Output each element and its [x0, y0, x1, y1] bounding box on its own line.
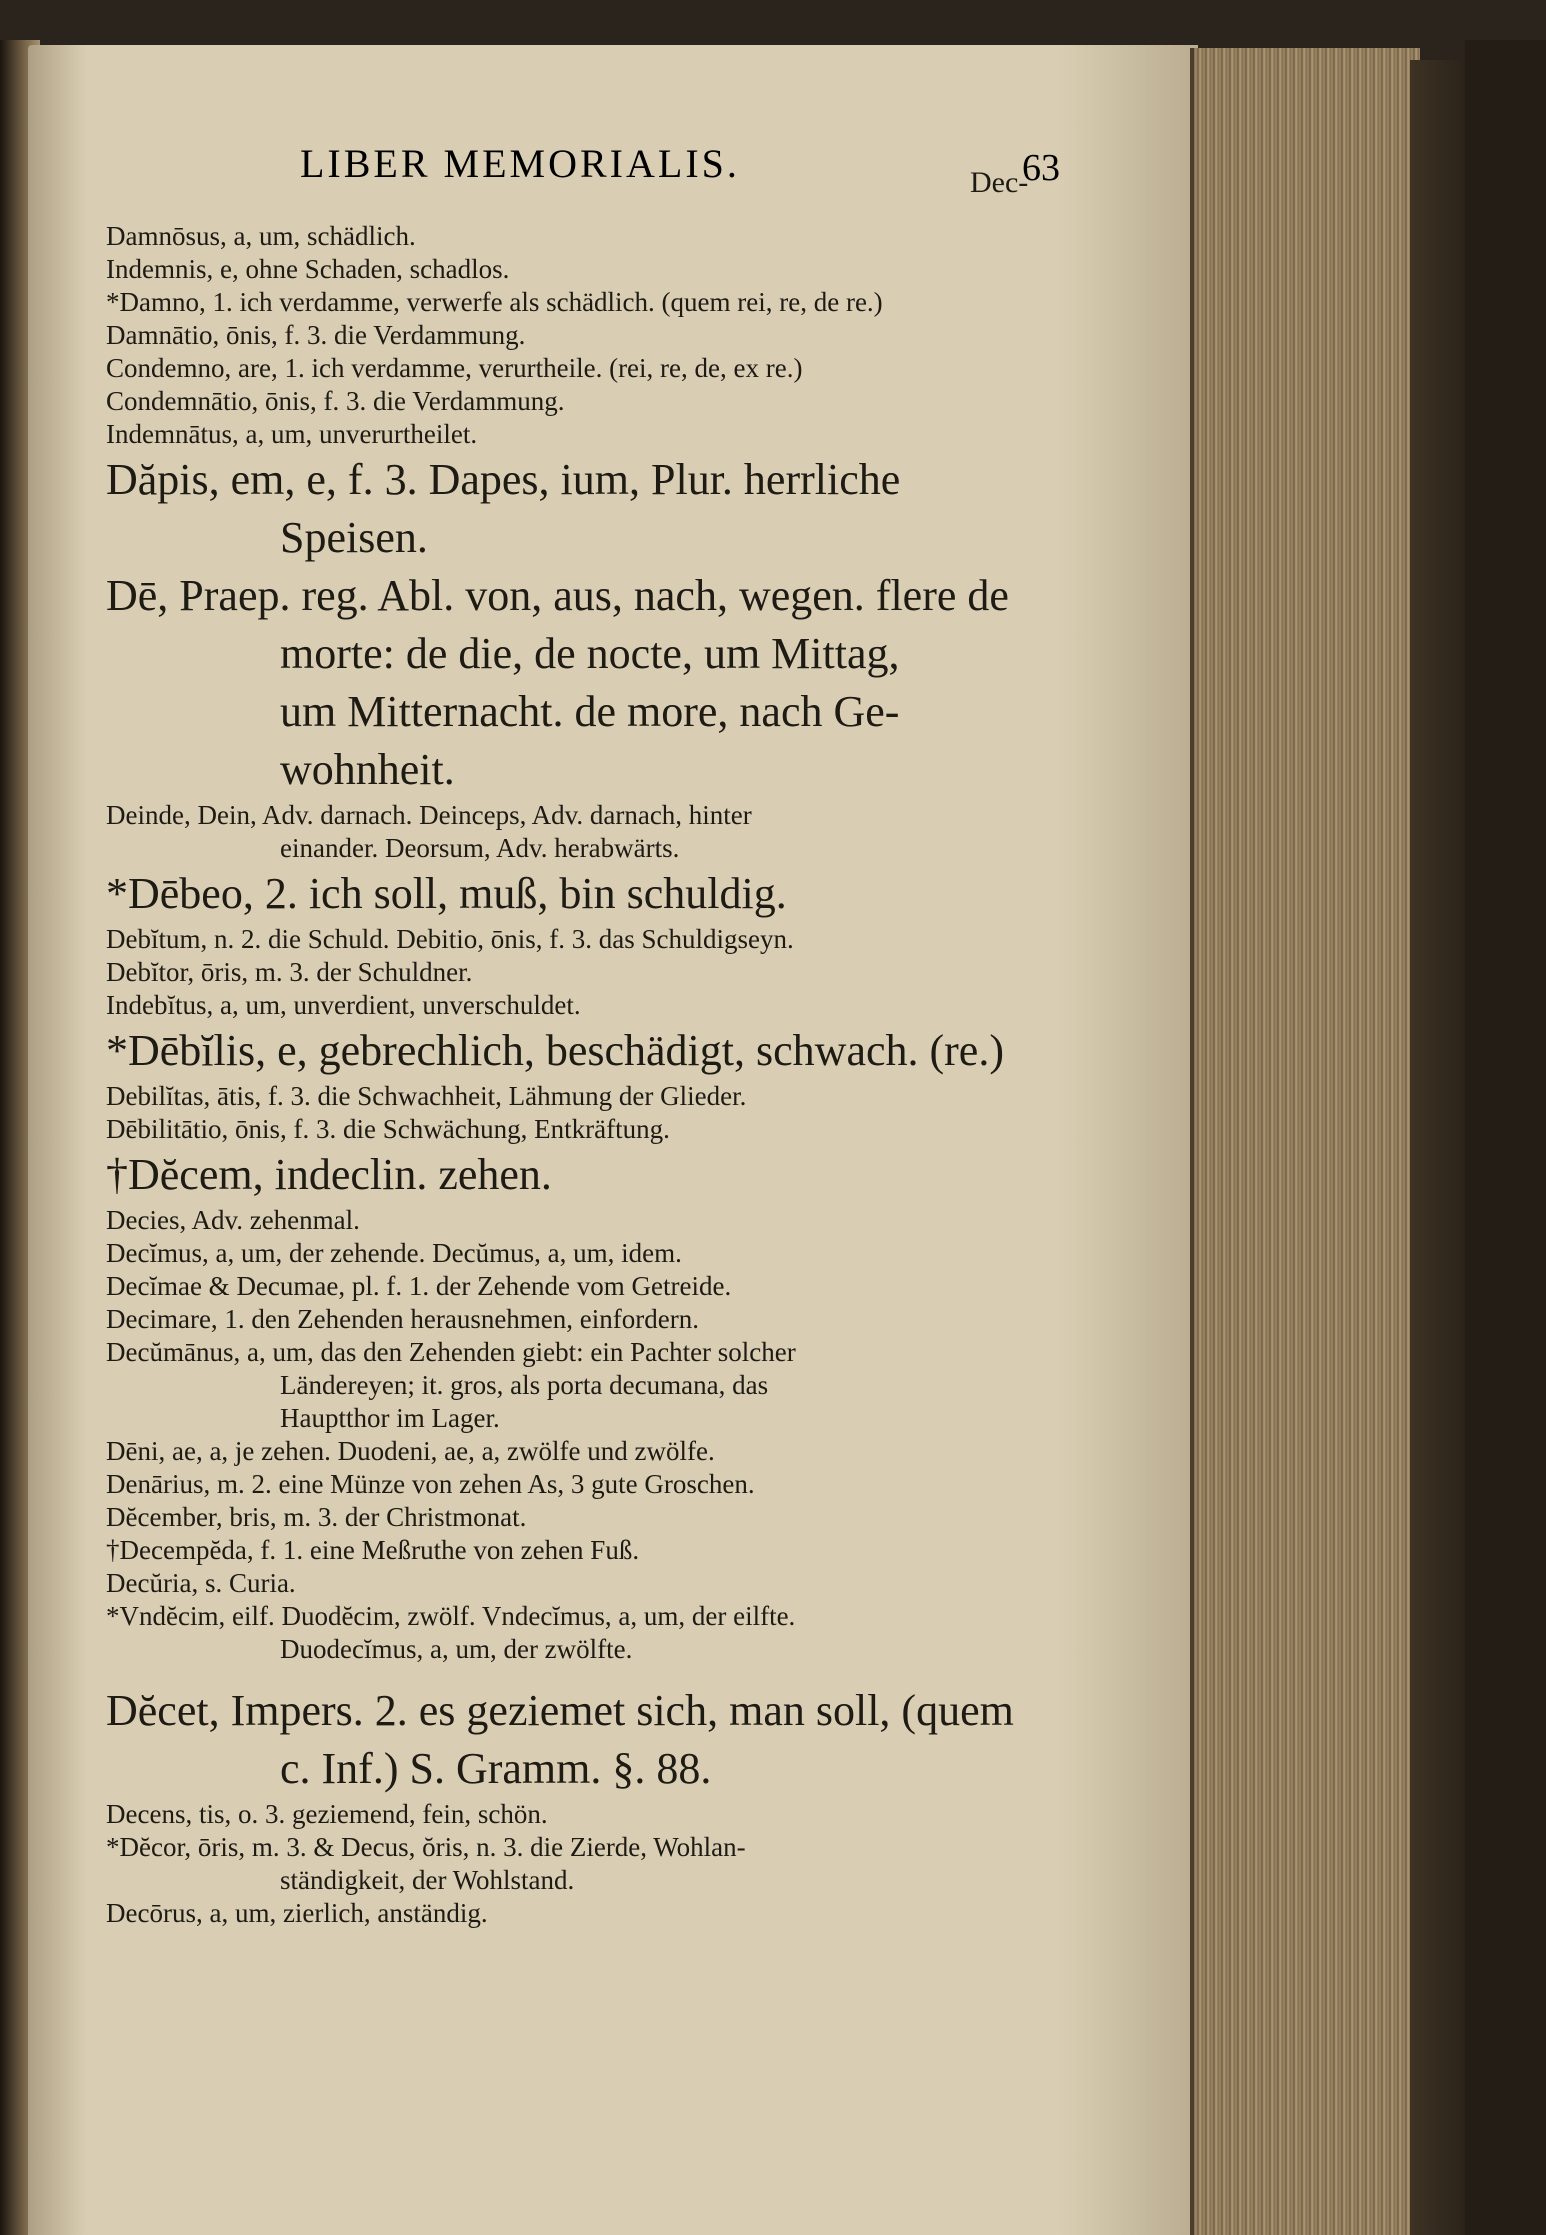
entry-line: Duodecĭmus, a, um, der zwölfte.: [280, 1634, 633, 1664]
entry-line: Decŭria, s. Curia.: [106, 1568, 296, 1598]
entry-line: Indemnis, e, ohne Schaden, schadlos.: [106, 254, 510, 284]
entry-line: Decimare, 1. den Zehenden herausnehmen, einfordern.: [106, 1304, 699, 1334]
headword-line: *Dēbeo, 2. ich soll, muß, bin schuldig.: [106, 869, 787, 918]
entry-line: Condemnātio, ōnis, f. 3. die Verdammung.: [106, 386, 565, 416]
entry-line: Denārius, m. 2. eine Münze von zehen As, 3 gute Groschen.: [106, 1469, 755, 1499]
entry-line: einander. Deorsum, Adv. herabwärts.: [280, 833, 680, 863]
entry-line: Decies, Adv. zehenmal.: [106, 1205, 360, 1235]
entry-line: *Damno, 1. ich verdamme, verwerfe als schädlich. (quem rei, re, de re.): [106, 287, 883, 317]
entry-line: Ländereyen; it. gros, als porta decumana, das: [280, 1370, 769, 1400]
entry-line: Debĭtum, n. 2. die Schuld. Debitio, ōnis, f. 3. das Schuldigseyn.: [106, 924, 794, 954]
entry-line: Decōrus, a, um, zierlich, anständig.: [106, 1898, 488, 1928]
headword-line: Dăpis, em, e, f. 3. Dapes, ium, Plur. herrliche: [106, 455, 901, 504]
entry-line: Damnātio, ōnis, f. 3. die Verdammung.: [106, 320, 526, 350]
entry-line: ständigkeit, der Wohlstand.: [280, 1865, 575, 1895]
entry-line: Decĭmus, a, um, der zehende. Decŭmus, a, um, idem.: [106, 1238, 682, 1268]
entry-line: *Vndĕcim, eilf. Duodĕcim, zwölf. Vndecĭmus, a, um, der eilfte.: [106, 1601, 796, 1631]
entry-line: Decĭmae & Decumae, pl. f. 1. der Zehende vom Getreide.: [106, 1271, 732, 1301]
entry-line: Dĕcember, bris, m. 3. der Christmonat.: [106, 1502, 527, 1532]
page-number: 63: [1022, 147, 1060, 189]
entry-line: Hauptthor im Lager.: [280, 1403, 500, 1433]
entry-line: Debilĭtas, ātis, f. 3. die Schwachheit, Lähmung der Glieder.: [106, 1081, 747, 1111]
page-header: [300, 140, 1060, 190]
headword-line: wohnheit.: [280, 745, 455, 794]
book-cover-shadow: [1410, 60, 1470, 2235]
entry-line: Damnōsus, a, um, schädlich.: [106, 221, 416, 251]
entry-line: Dēbilitātio, ōnis, f. 3. die Schwächung, Entkräftung.: [106, 1114, 670, 1144]
entry-line: Dēni, ae, a, je zehen. Duodeni, ae, a, zwölfe und zwölfe.: [106, 1436, 715, 1466]
background: [1465, 40, 1546, 2235]
entry-line: Debĭtor, ōris, m. 3. der Schuldner.: [106, 957, 473, 987]
page-edges: [1190, 48, 1420, 2235]
entry-line: Decŭmānus, a, um, das den Zehenden giebt: ein Pachter solcher: [106, 1337, 796, 1367]
entry-line: Indemnātus, a, um, unverurtheilet.: [106, 419, 478, 449]
running-title: LIBER MEMORIALIS.: [300, 141, 740, 186]
entry-line: †Decempĕda, f. 1. eine Meßruthe von zehen Fuß.: [106, 1535, 640, 1565]
entry-line: Condemno, are, 1. ich verdamme, verurtheile. (rei, re, de, ex re.): [106, 353, 803, 383]
entry-line: Decens, tis, o. 3. geziemend, fein, schön.: [106, 1799, 548, 1829]
headword-line: Dĕcet, Impers. 2. es geziemet sich, man soll, (quem: [106, 1686, 1014, 1735]
entry-list: [100, 220, 1100, 1930]
headword-line: um Mitternacht. de more, nach Ge-: [280, 687, 900, 736]
headword-line: morte: de die, de nocte, um Mittag,: [280, 629, 900, 678]
catchword: Dec-: [970, 166, 1029, 199]
headword-line: Speisen.: [280, 513, 428, 562]
entry-line: *Dĕcor, ōris, m. 3. & Decus, ŏris, n. 3. die Zierde, Wohlan-: [106, 1832, 746, 1862]
headword-line: c. Inf.) S. Gramm. §. 88.: [280, 1744, 712, 1793]
headword-line: †Dĕcem, indeclin. zehen.: [106, 1150, 552, 1199]
entry-line: Indebĭtus, a, um, unverdient, unverschuldet.: [106, 990, 581, 1020]
headword-line: *Dēbĭlis, e, gebrechlich, beschädigt, schwach. (re.): [106, 1026, 1004, 1075]
entry-line: Deinde, Dein, Adv. darnach. Deinceps, Adv. darnach, hinter: [106, 800, 752, 830]
headword-line: Dē, Praep. reg. Abl. von, aus, nach, wegen. flere de: [106, 571, 1009, 620]
spacer: [100, 1666, 1100, 1682]
